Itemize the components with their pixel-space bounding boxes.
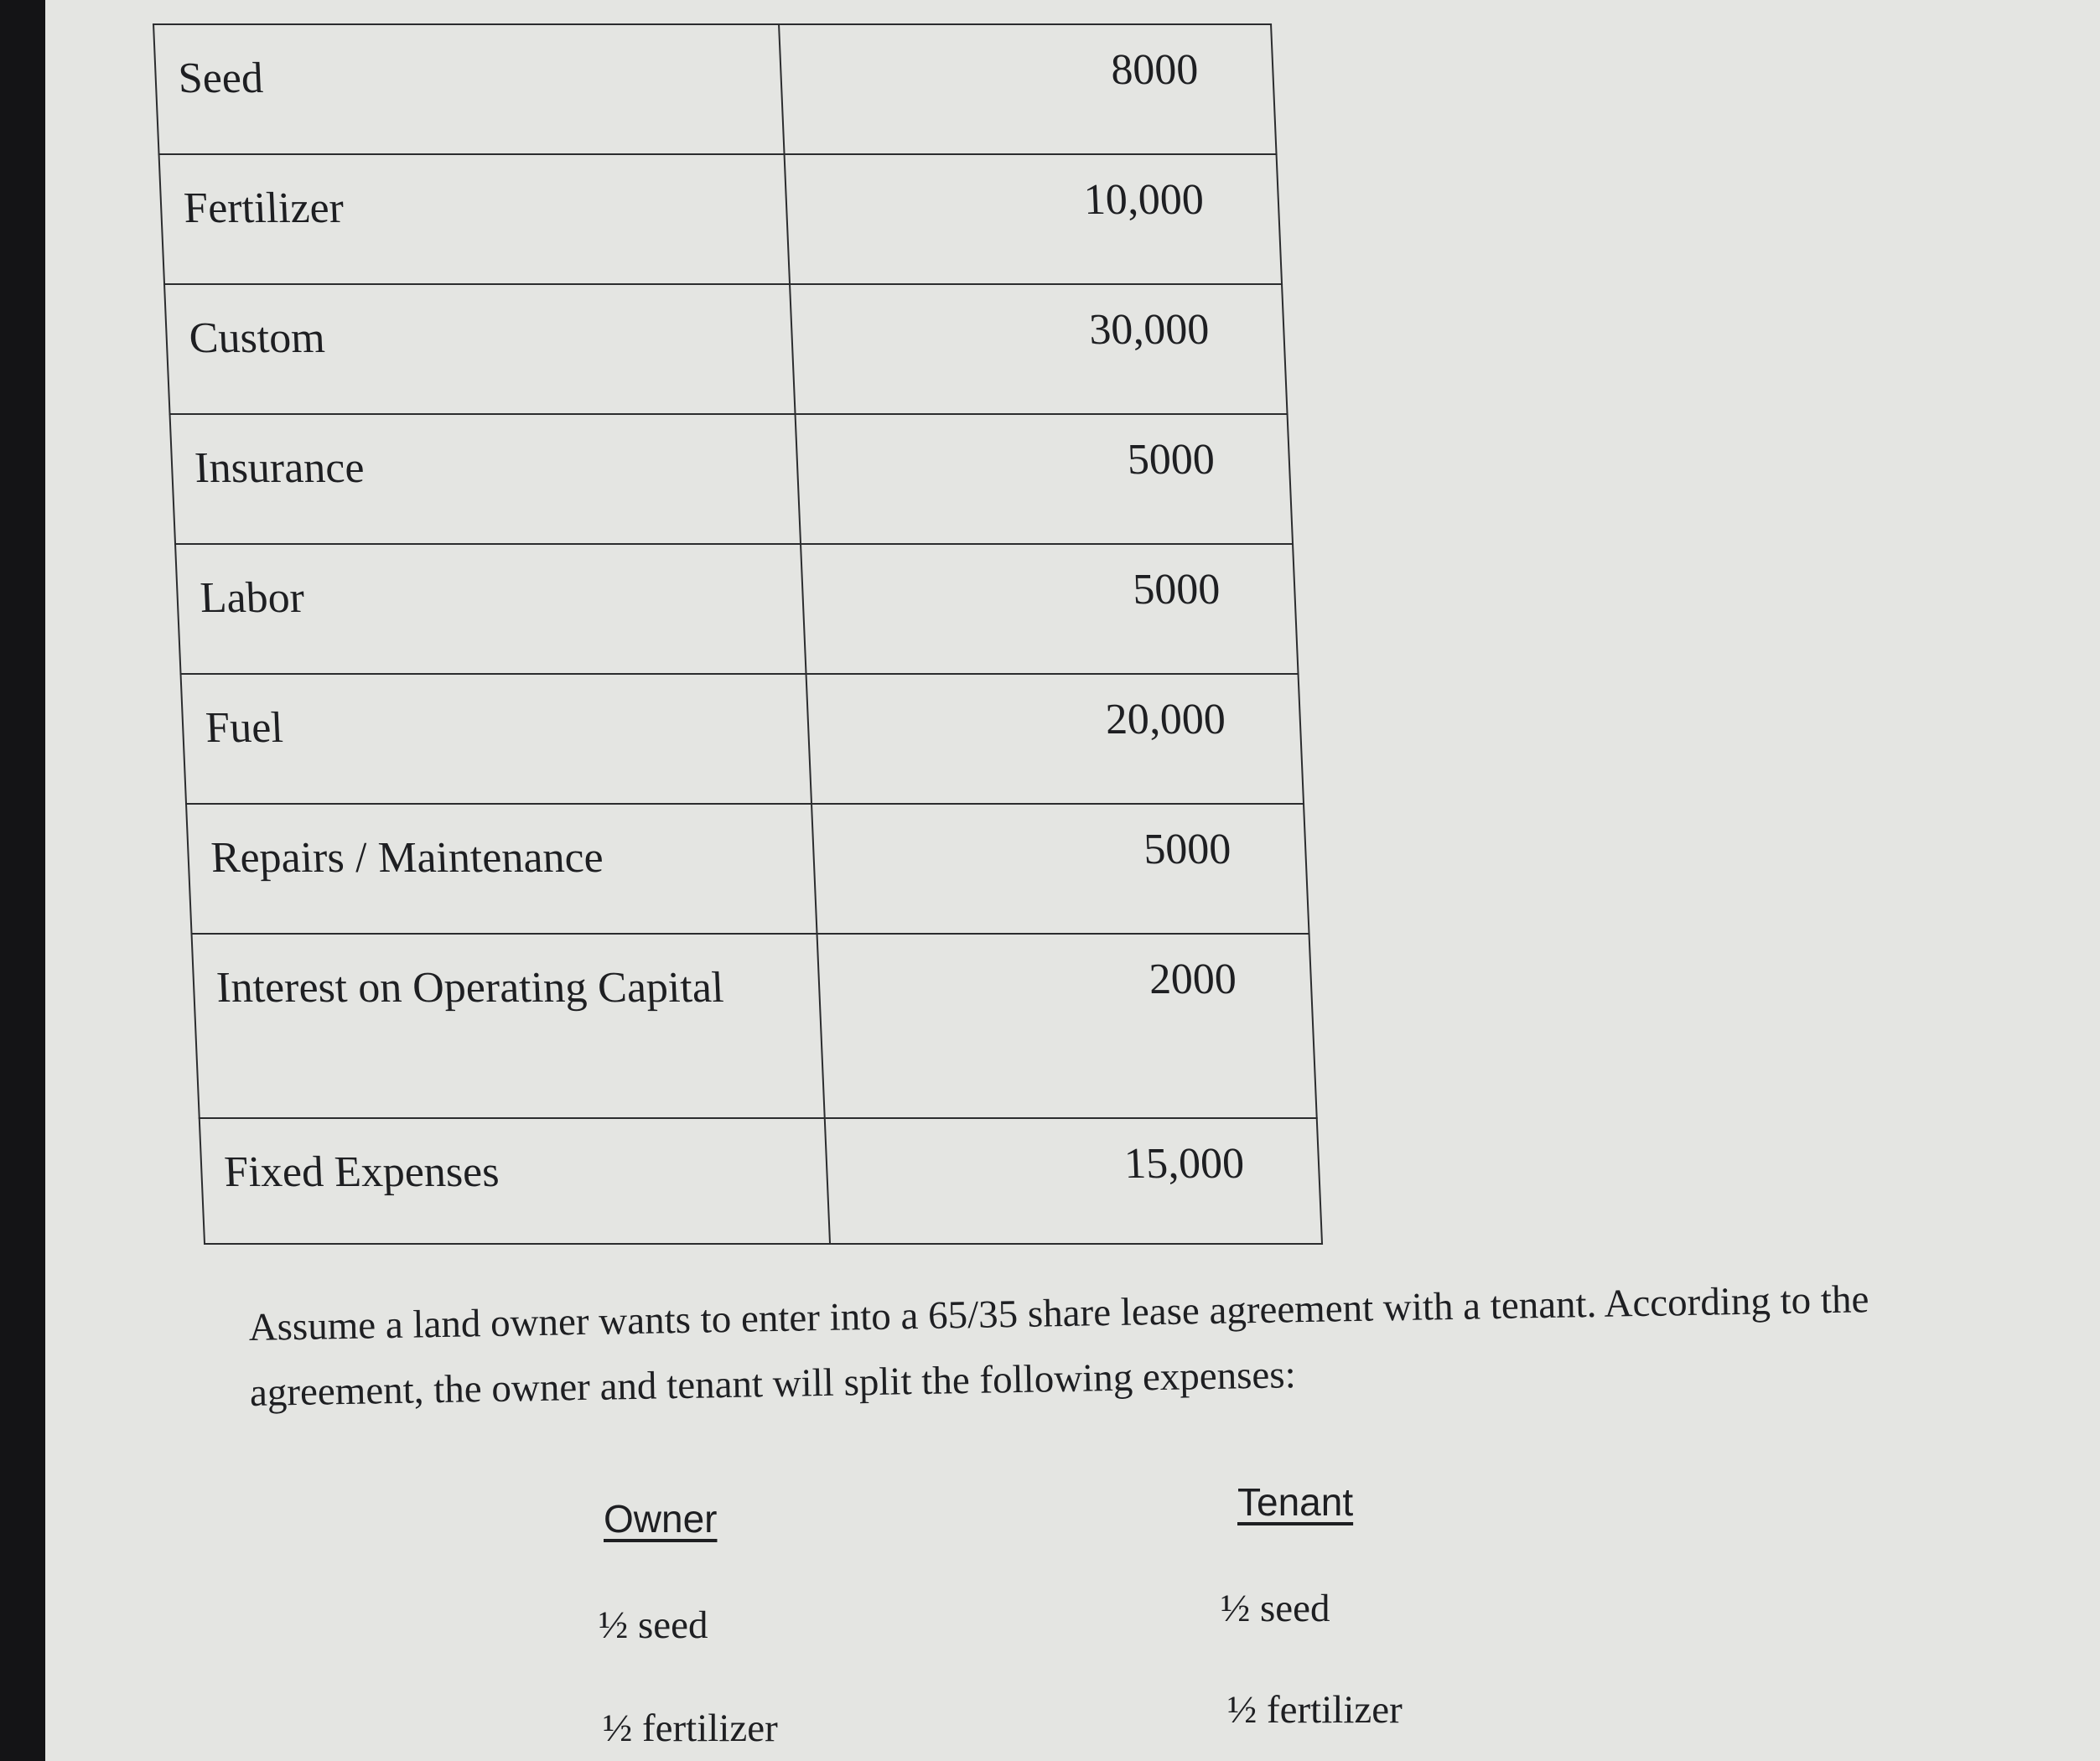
owner-heading: Owner — [604, 1497, 718, 1541]
expense-label: Interest on Operating Capital — [192, 934, 825, 1118]
expense-value: 15,000 — [825, 1118, 1322, 1244]
expense-label: Repairs / Maintenance — [186, 804, 817, 934]
document-page — [45, 0, 2100, 1761]
expense-label: Seed — [153, 24, 785, 154]
table-row — [181, 674, 1304, 804]
table-row — [153, 24, 1276, 154]
expense-label: Fuel — [181, 674, 812, 804]
table-row — [170, 414, 1293, 544]
tenant-item: ½ seed — [1221, 1587, 1330, 1630]
expense-value: 5000 — [796, 414, 1293, 544]
tenant-item: ½ fertilizer — [1227, 1688, 1403, 1732]
expense-label: Fertilizer — [159, 154, 791, 284]
table-row — [164, 284, 1287, 414]
owner-item: ½ fertilizer — [603, 1707, 778, 1750]
tenant-heading: Tenant — [1237, 1480, 1354, 1524]
expense-value: 2000 — [817, 934, 1317, 1118]
expense-value: 5000 — [801, 544, 1298, 674]
lease-paragraph: Assume a land owner wants to enter into a 65/35 share lease agreement with a tenant. According to the agreement, the owner and tenant will split the following expenses: — [248, 1277, 1869, 1415]
table-row — [159, 154, 1282, 284]
expense-table — [153, 23, 1323, 1245]
expense-label: Insurance — [170, 414, 801, 544]
expense-value: 20,000 — [806, 674, 1304, 804]
table-row — [186, 804, 1309, 934]
expense-value: 10,000 — [785, 154, 1282, 284]
expense-value: 5000 — [811, 804, 1309, 934]
expense-label: Fixed Expenses — [200, 1118, 830, 1244]
expense-label: Custom — [164, 284, 796, 414]
owner-item: ½ seed — [599, 1603, 708, 1647]
table-row — [175, 544, 1298, 674]
expense-label: Labor — [175, 544, 806, 674]
expense-value: 30,000 — [790, 284, 1287, 414]
table-row — [200, 1118, 1322, 1244]
expense-value: 8000 — [779, 24, 1276, 154]
table-row — [192, 934, 1317, 1118]
